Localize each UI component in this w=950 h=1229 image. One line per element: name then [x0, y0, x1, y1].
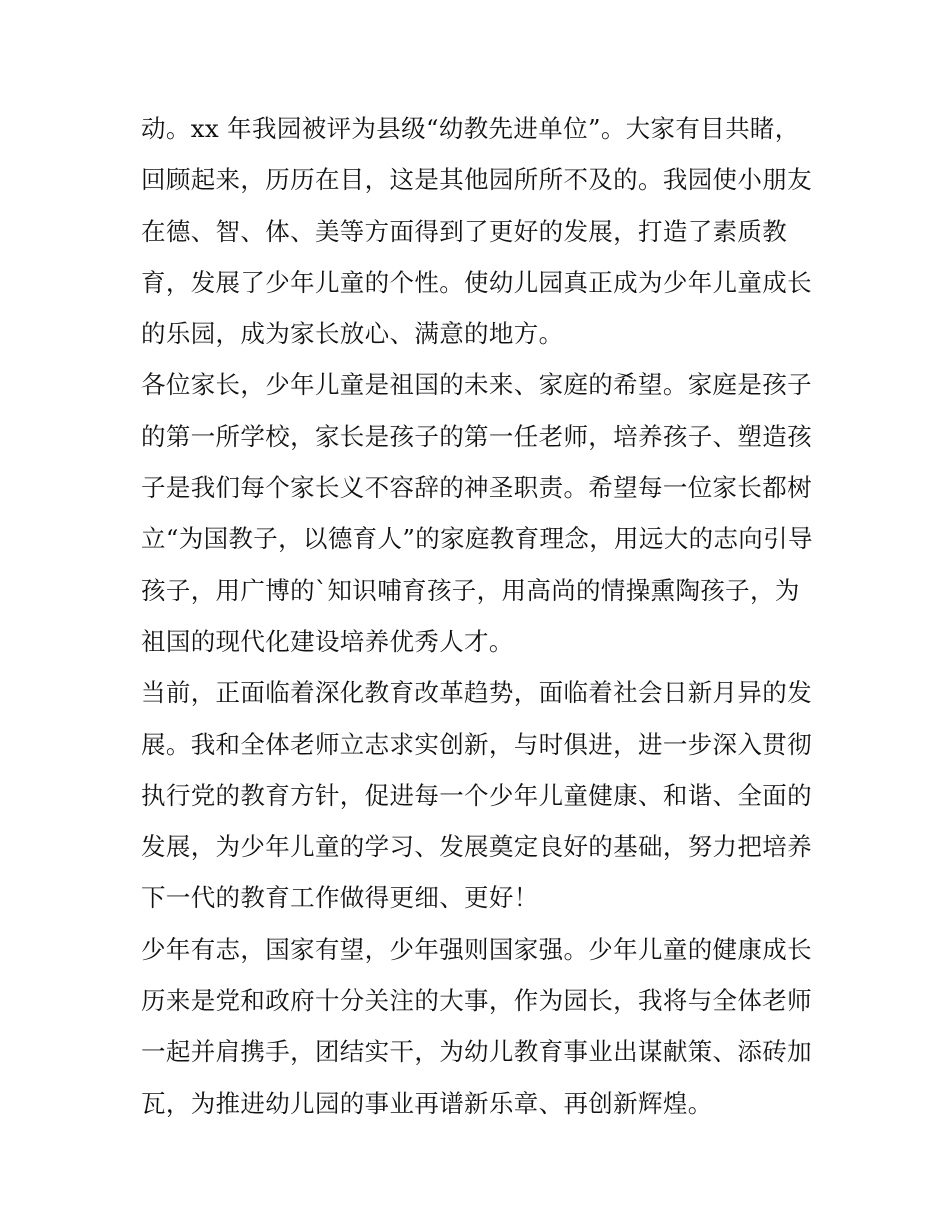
text-line: 孩子，用广博的`知识哺育孩子，用高尚的情操熏陶孩子，为	[141, 575, 800, 605]
text-line: 发展，为少年儿童的学习、发展奠定良好的基础，努力把培养	[141, 832, 812, 862]
text-line: 的第一所学校，家长是孩子的第一任老师，培养孩子、塑造孩	[141, 421, 812, 451]
text-line: 的乐园，成为家长放心、满意的地方。	[141, 319, 564, 349]
paragraph-1	[141, 103, 821, 359]
paragraph-2	[141, 359, 821, 667]
text-line: 育，发展了少年儿童的个性。使幼儿园真正成为少年儿童成长	[141, 267, 812, 297]
text-line: 回顾起来，历历在目，这是其他园所所不及的。我园使小朋友	[141, 165, 812, 195]
text-line: 在德、智、体、美等方面得到了更好的发展，打造了素质教	[141, 216, 788, 246]
text-line: 瓦，为推进幼儿园的事业再谱新乐章、再创新辉煌。	[141, 1088, 713, 1118]
text-line: 立“为国教子，以德育人”的家庭教育理念，用远大的志向引导	[141, 524, 813, 554]
paragraph-3	[141, 667, 821, 923]
text-line: 动。xx 年我园被评为县级“幼教先进单位”。大家有目共睹，	[141, 114, 800, 143]
paragraph-4	[141, 924, 821, 1129]
document-body	[141, 103, 821, 1129]
text-line: 展。我和全体老师立志求实创新，与时俱进，进一步深入贯彻	[141, 729, 812, 759]
text-line: 子是我们每个家长义不容辞的神圣职责。希望每一位家长都树	[141, 473, 812, 503]
text-line: 少年有志，国家有望，少年强则国家强。少年儿童的健康成长	[141, 934, 812, 964]
text-line: 执行党的教育方针，促进每一个少年儿童健康、和谐、全面的	[141, 780, 812, 810]
text-line: 历来是党和政府十分关注的大事，作为园长，我将与全体老师	[141, 986, 812, 1016]
text-line: 各位家长，少年儿童是祖国的未来、家庭的希望。家庭是孩子	[141, 370, 812, 400]
text-line: 一起并肩携手，团结实干，为幼儿教育事业出谋献策、添砖加	[141, 1037, 812, 1067]
text-line: 当前，正面临着深化教育改革趋势，面临着社会日新月异的发	[141, 678, 812, 708]
text-line: 下一代的教育工作做得更细、更好！	[141, 883, 539, 913]
text-line: 祖国的现代化建设培养优秀人才。	[141, 626, 514, 656]
